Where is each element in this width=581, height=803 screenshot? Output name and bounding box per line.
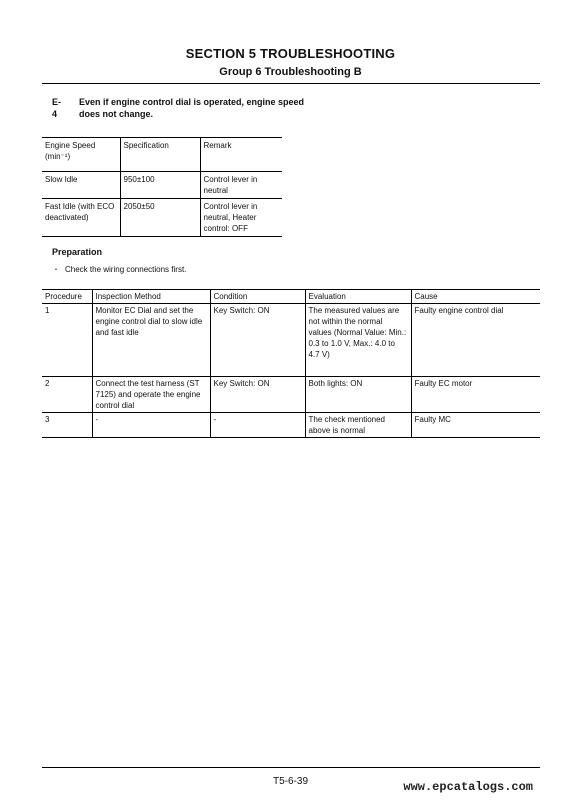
header-divider bbox=[42, 83, 540, 84]
procedure-cell: Key Switch: ON bbox=[210, 377, 305, 413]
procedure-cell: Faulty engine control dial bbox=[411, 304, 540, 377]
procedure-cell: Faulty MC bbox=[411, 413, 540, 438]
procedure-cell: The check mentioned above is normal bbox=[305, 413, 411, 438]
inspection-procedure-table bbox=[42, 289, 540, 438]
spec-cell: Slow Idle bbox=[42, 172, 120, 199]
procedure-cell: Connect the test harness (ST 7125) and operate the engine control dial bbox=[92, 377, 210, 413]
spec-cell: Fast Idle (with ECO deactivated) bbox=[42, 199, 120, 237]
table-row bbox=[42, 172, 282, 199]
table-row bbox=[42, 377, 540, 413]
procedure-cell: - bbox=[92, 413, 210, 438]
table-row bbox=[42, 413, 540, 438]
procedure-cell: 2 bbox=[42, 377, 92, 413]
spec-table-header-row bbox=[42, 138, 282, 172]
spec-header-specification: Specification bbox=[120, 138, 200, 172]
spec-header-engine-speed: Engine Speed (min⁻¹) bbox=[42, 138, 120, 172]
procedure-cell: Faulty EC motor bbox=[411, 377, 540, 413]
procedure-cell: The measured values are not within the normal values (Normal Value: Min.: 0.3 to 1.0 V, Max.: 4.0 to 4.7 V) bbox=[305, 304, 411, 377]
procedure-cell: Monitor EC Dial and set the engine control dial to slow idle and fast idle bbox=[92, 304, 210, 377]
header-procedure: Procedure bbox=[42, 290, 92, 304]
procedure-cell: 3 bbox=[42, 413, 92, 438]
page-number: T5-6-39 bbox=[272, 776, 308, 787]
header-evaluation: Evaluation bbox=[305, 290, 411, 304]
preparation-heading: Preparation bbox=[52, 247, 103, 257]
preparation-item bbox=[52, 264, 186, 275]
spec-cell: Control lever in neutral, Heater control: OFF bbox=[200, 199, 282, 237]
table-row bbox=[42, 199, 282, 237]
table-row bbox=[42, 304, 540, 377]
group-subtitle: Group 6 Troubleshooting B bbox=[219, 66, 362, 78]
spec-cell: Control lever in neutral bbox=[200, 172, 282, 199]
preparation-item-text: Check the wiring connections first. bbox=[65, 265, 187, 274]
engine-speed-spec-table bbox=[42, 137, 282, 237]
procedure-cell: 1 bbox=[42, 304, 92, 377]
procedure-cell: Both lights: ON bbox=[305, 377, 411, 413]
footer-divider bbox=[42, 767, 540, 768]
procedure-table-header-row bbox=[42, 290, 540, 304]
spec-cell: 2050±50 bbox=[120, 199, 200, 237]
item-code: E-4 bbox=[52, 97, 61, 119]
spec-cell: 950±100 bbox=[120, 172, 200, 199]
procedure-cell: Key Switch: ON bbox=[210, 304, 305, 377]
header-cause: Cause bbox=[411, 290, 540, 304]
item-title: Even if engine control dial is operated, engine speed does not change. bbox=[79, 97, 305, 119]
header-inspection-method: Inspection Method bbox=[92, 290, 210, 304]
spec-header-remark: Remark bbox=[200, 138, 282, 172]
section-title: SECTION 5 TROUBLESHOOTING bbox=[185, 46, 396, 61]
bullet-marker: ・ bbox=[52, 265, 60, 274]
procedure-cell: - bbox=[210, 413, 305, 438]
header-condition: Condition bbox=[210, 290, 305, 304]
watermark: www.epcatalogs.com bbox=[403, 780, 533, 794]
